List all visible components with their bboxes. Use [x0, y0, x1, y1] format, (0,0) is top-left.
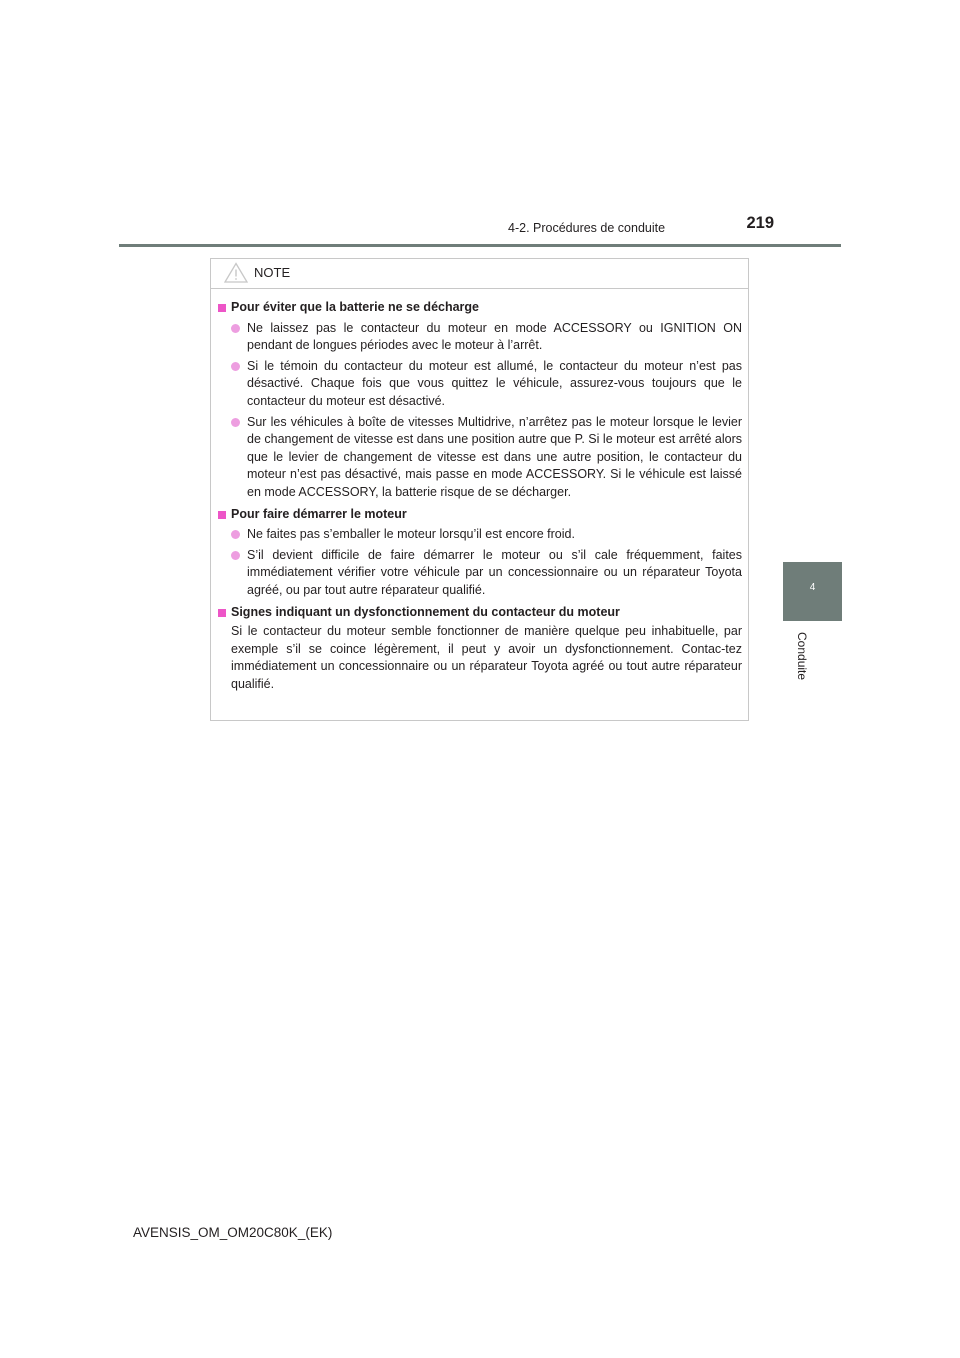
list-item-text: Si le témoin du contacteur du moteur est allumé, le contacteur du moteur n’est pas désactivé. Chaque fois que vous quittez le véhicule, assurez-vous toujours que le contacteur du moteur est désactivé.	[247, 358, 742, 408]
list-item	[231, 526, 742, 544]
circle-bullet-icon	[231, 530, 240, 539]
header-divider	[119, 244, 841, 247]
section-heading	[217, 506, 742, 524]
section-heading-text: Pour faire démarrer le moteur	[231, 506, 407, 521]
chapter-label: Conduite	[795, 632, 809, 681]
circle-bullet-icon	[231, 362, 240, 371]
note-header	[211, 259, 748, 289]
chapter-tab	[783, 562, 842, 621]
section-title: 4-2. Procédures de conduite	[508, 221, 666, 235]
square-bullet-icon	[218, 511, 226, 519]
section-heading	[217, 604, 742, 622]
circle-bullet-icon	[231, 418, 240, 427]
list-item	[231, 414, 742, 502]
page-number: 219	[746, 214, 774, 232]
document-code: AVENSIS_OM_OM20C80K_(EK)	[133, 1225, 333, 1240]
note-title: NOTE	[254, 265, 291, 280]
square-bullet-icon	[218, 304, 226, 312]
section-heading-text: Signes indiquant un dysfonctionnement du contacteur du moteur	[231, 604, 620, 619]
list-item	[231, 547, 742, 600]
chapter-number: 4	[809, 582, 816, 593]
list-item	[231, 358, 742, 411]
section-heading-text: Pour éviter que la batterie ne se décharge	[231, 300, 480, 314]
note-box	[210, 258, 749, 721]
list-item-text: S’il devient difficile de faire démarrer le moteur ou s’il cale fréquemment, faites immédiatement vérifier votre véhicule par un concessionnaire ou un réparateur Toyota agréé, ou par tout autre réparateur qualifié.	[247, 547, 742, 597]
list-item-text: Ne laissez pas le contacteur du moteur en mode ACCESSORY ou IGNITION ON pendant de longues périodes avec le moteur à l’arrêt.	[247, 320, 742, 353]
section-heading	[217, 299, 742, 317]
list-item-text: Ne faites pas s’emballer le moteur lorsqu’il est encore froid.	[247, 527, 575, 542]
warning-triangle-icon	[224, 262, 248, 283]
list-item-text: Sur les véhicules à boîte de vitesses Multidrive, n’arrêtez pas le moteur lorsque le levier de changement de vitesse est dans une position autre que P. Si le moteur est arrêté alors que le levier de changement de vitesse est dans une autre position, le contacteur du moteur n’est pas désactivé, mais passe en mode ACCESSORY. Si le véhicule est laissé en mode ACCESSORY, la batterie risque de se décharger.	[247, 414, 742, 499]
circle-bullet-icon	[231, 551, 240, 560]
square-bullet-icon	[218, 609, 226, 617]
list-item	[231, 320, 742, 355]
section-paragraph: Si le contacteur du moteur semble fonctionner de manière quelque peu inhabituelle, par exemple s’il se coince légèrement, il peut y avoir un dysfonctionnement. Contac-tez immédiatement un concessionnaire ou un réparateur Toyota agréé ou tout autre réparateur qualifié.	[231, 624, 742, 691]
circle-bullet-icon	[231, 324, 240, 333]
note-body	[211, 289, 748, 693]
